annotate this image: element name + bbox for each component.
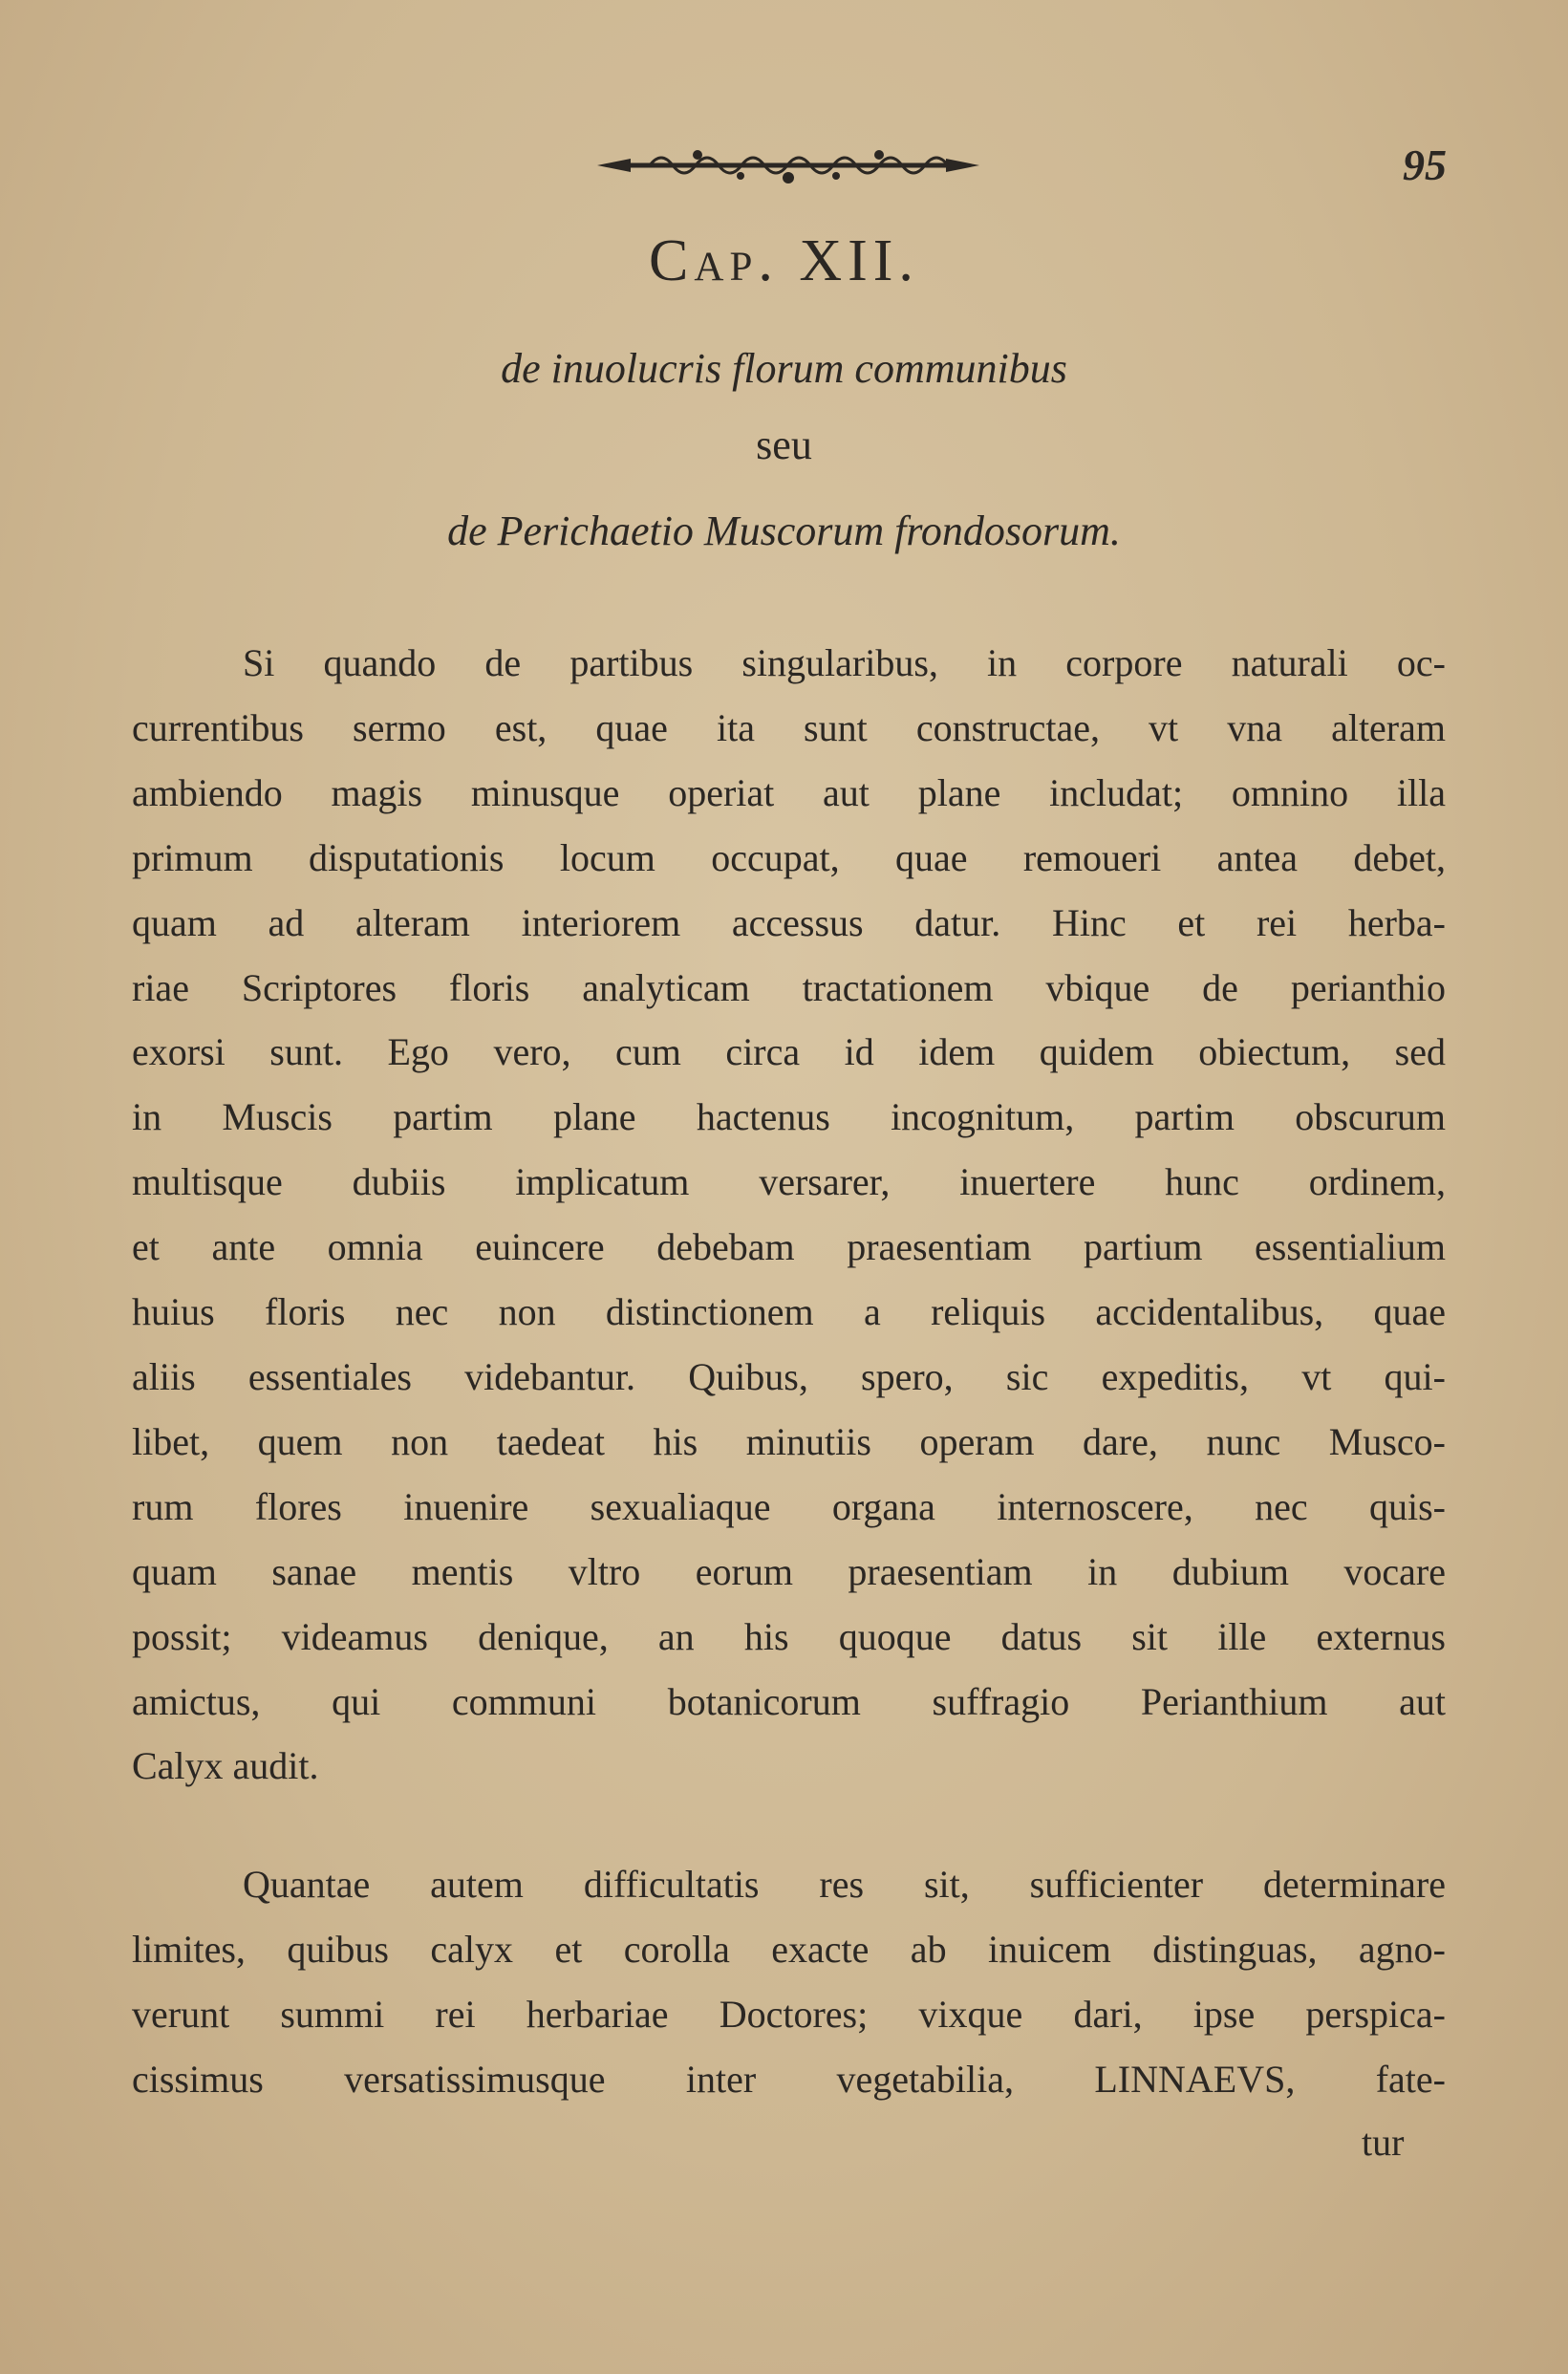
text-line: quam sanae mentis vltro eorum praesentiam in dubium vocare [132,1549,1446,1593]
text-line: rum flores inuenire sexualiaque organa internoscere, nec quis- [132,1484,1446,1528]
text-line: cissimus versatissimusque inter vegetabilia, LINNAEVS, fate- [132,2057,1446,2101]
text-line: primum disputationis locum occupat, quae remoueri antea debet, [132,835,1446,879]
text-line: exorsi sunt. Ego vero, cum circa id idem quidem obiectum, sed [132,1030,1446,1074]
paragraph-2 [132,1852,1446,2112]
text-line: huius floris nec non distinctionem a reliquis accidentalibus, quae [132,1290,1446,1334]
chapter-title: Cap. XII. [649,228,919,293]
text-line: ambiendo magis minusque operiat aut plane includat; omnino illa [132,770,1446,814]
text-line: Quantae autem difficultatis res sit, sufficienter determinare [243,1863,1446,1906]
text-line: quam ad alteram interiorem accessus datur. Hinc et rei herba- [132,900,1446,944]
text-line: et ante omnia euincere debebam praesentiam partium essentialium [132,1225,1446,1269]
text-line: Calyx audit. [132,1744,319,1788]
text-line: Si quando de partibus singularibus, in corpore naturali oc- [243,641,1446,684]
text-line: aliis essentiales videbantur. Quibus, spero, sic expeditis, vt qui- [132,1354,1446,1398]
text-line: riae Scriptores floris analyticam tractationem vbique de perianthio [132,965,1446,1009]
text-line: libet, quem non taedeat his minutiis operam dare, nunc Musco- [132,1419,1446,1463]
text-line: verunt summi rei herbariae Doctores; vixque dari, ipse perspica- [132,1992,1446,2036]
text-line: multisque dubiis implicatum versarer, inuertere hunc ordinem, [132,1160,1446,1204]
paragraph-1 [132,631,1446,1799]
text-line: possit; videamus denique, an his quoque datus sit ille externus [132,1614,1446,1658]
chapter-subtitle-line-2: seu [756,421,812,468]
text-line: limites, quibus calyx et corolla exacte ab inuicem distinguas, agno- [132,1927,1446,1971]
text-line: in Muscis partim plane hactenus incognitum, partim obscurum [132,1095,1446,1139]
catchword: tur [1362,2121,1405,2164]
chapter-subtitle-line-3: de Perichaetio Muscorum frondosorum. [447,507,1121,554]
chapter-subtitle-line-1: de inuolucris florum communibus [501,345,1067,392]
text-line: currentibus sermo est, quae ita sunt constructae, vt vna alteram [132,705,1446,749]
text-line: amictus, qui communi botanicorum suffragio Perianthium aut [132,1679,1446,1723]
page-number: 95 [1403,140,1447,189]
decorative-headpiece-ornament-icon [592,143,984,187]
